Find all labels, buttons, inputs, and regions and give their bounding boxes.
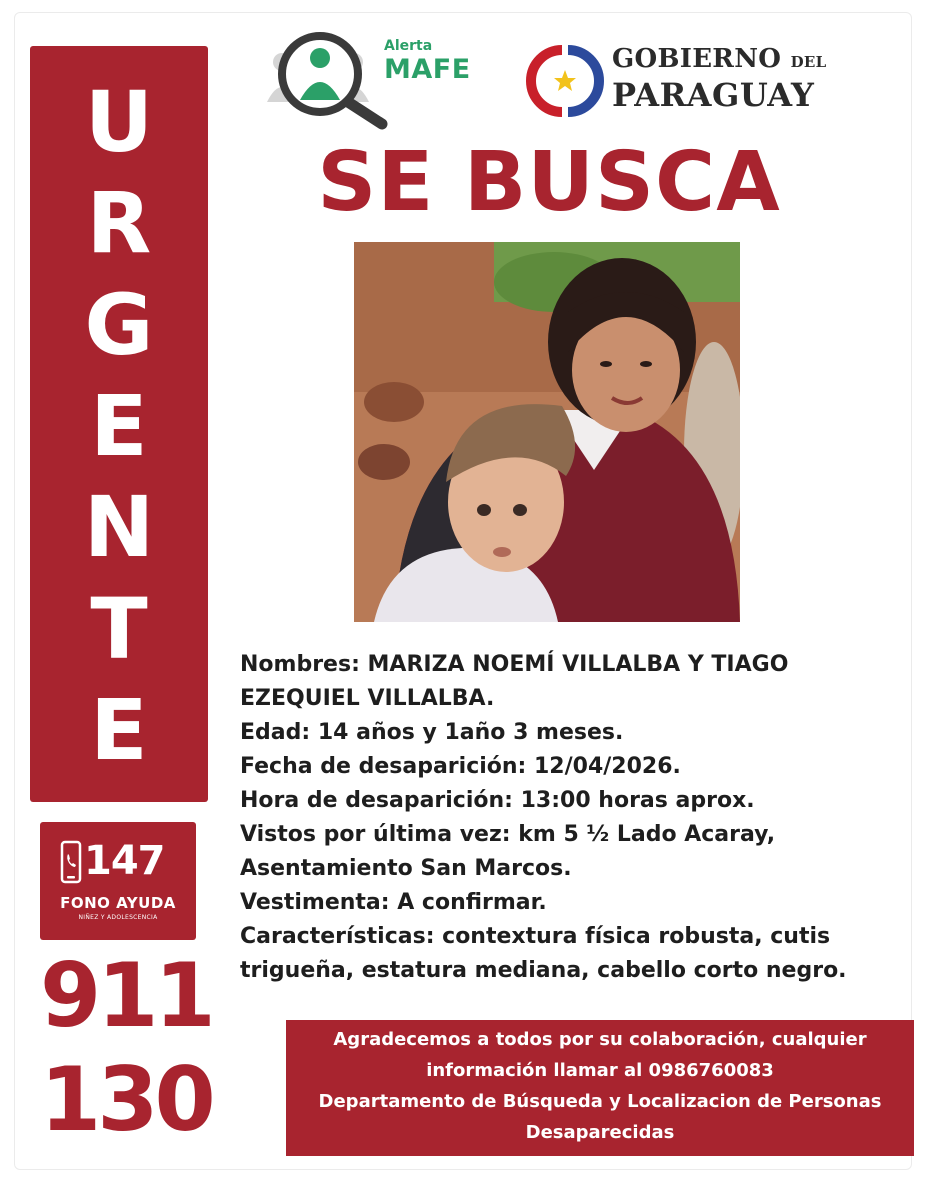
urgent-banner <box>30 46 208 802</box>
footer-line: Agradecemos a todos por su colaboración, cualquier <box>333 1029 867 1050</box>
urgent-letter: T <box>90 579 148 678</box>
missing-persons-photo <box>354 242 740 622</box>
detail-date: Fecha de desaparición: 12/04/2026. <box>240 754 681 779</box>
detail-age: Edad: 14 años y 1año 3 meses. <box>240 720 624 745</box>
footer-line: Desaparecidas <box>525 1122 675 1143</box>
emergency-number-130: 130 <box>40 1048 212 1151</box>
emergency-number-911: 911 <box>40 944 212 1047</box>
detail-last-seen: Vistos por última vez: km 5 ½ Lado Acaray, Asentamiento San Marcos. <box>240 822 776 881</box>
missing-person-details <box>240 648 910 988</box>
phone-icon <box>60 840 82 884</box>
urgent-letter: G <box>84 275 154 374</box>
urgent-letter: E <box>90 680 148 779</box>
fono-label: FONO AYUDA <box>60 894 176 912</box>
detail-names: Nombres: MARIZA NOEMÍ VILLALBA Y TIAGO EZEQUIEL VILLALBA. <box>240 652 789 711</box>
mafe-label-small: Alerta <box>384 38 433 54</box>
contact-footer <box>286 1020 914 1156</box>
urgent-letter: E <box>90 376 148 475</box>
fono-number: 147 <box>84 838 165 884</box>
urgent-letter: U <box>84 73 154 171</box>
gov-del: DEL <box>790 53 827 71</box>
paraguay-coat-of-arms-icon <box>522 42 608 120</box>
detail-characteristics: Características: contextura física robusta, cutis trigueña, estatura mediana, cabello corto negro. <box>240 924 847 983</box>
mafe-label-big: MAFE <box>384 54 471 85</box>
detail-time: Hora de desaparición: 13:00 horas aprox. <box>240 788 755 813</box>
page-title: SE BUSCA <box>317 135 781 230</box>
urgent-letter: R <box>86 174 152 273</box>
fono-sublabel: NIÑEZ Y ADOLESCENCIA <box>78 914 158 921</box>
footer-line: información llamar al 0986760083 <box>426 1060 774 1081</box>
gov-title-line2: PARAGUAY <box>612 76 815 114</box>
urgent-letter: N <box>83 478 155 577</box>
gov-title-line1: GOBIERNO DEL <box>612 44 827 74</box>
footer-line: Departamento de Búsqueda y Localizacion de Personas <box>318 1091 882 1112</box>
detail-clothing: Vestimenta: A confirmar. <box>240 890 547 915</box>
fono-ayuda-box <box>40 822 196 940</box>
